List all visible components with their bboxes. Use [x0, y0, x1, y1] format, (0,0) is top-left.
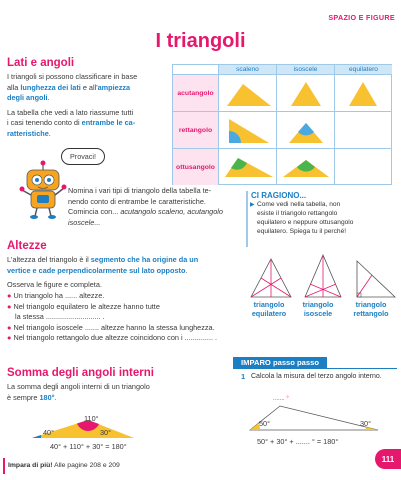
altezze-bullet-list: [7, 291, 247, 344]
angle-label-30: 30°: [360, 419, 372, 428]
page-number: 111: [375, 449, 401, 469]
triangle-arrow-icon: ▶: [250, 202, 255, 208]
heading-somma: Somma degli angoli interni: [7, 367, 154, 379]
exercise-text: Nomina i vari tipi di triangolo della tabella te- nendo conto di entrambe le caratteristiche. Comincia con... acutangolo scaleno, acutangolo isoscele...: [68, 186, 223, 227]
imparo-equation: 50° + 30° + ....... ° = 180°: [257, 437, 339, 446]
caption-rettangolo: triangolo rettangolo: [353, 300, 389, 318]
angle-label-left: 40°: [43, 428, 55, 437]
ci-ragiono-text: Come vedi nella tabella, non esiste il triangolo rettangolo equilatero e neppure ottusangolo equilatero. Spiega tu il perché!: [257, 201, 354, 235]
right-heights-figure: [357, 261, 395, 297]
angle-label-right: 30°: [100, 428, 112, 437]
heading-altezze: Altezze: [7, 240, 47, 252]
robot-mascot-icon: [18, 160, 68, 220]
row-header-acutangolo: acutangolo: [173, 75, 219, 112]
altezze-definition: L'altezza del triangolo è il segmento che ha origine da un vertice e cade perpendicolarmente sul lato opposto.: [7, 255, 199, 275]
triangle-obtuse-scalene: [225, 158, 273, 177]
list-item: la stessa ........................... .: [15, 312, 105, 321]
caption-equilatero: triangolo equilatero: [251, 300, 287, 318]
triangle-right-isosceles: [289, 123, 323, 143]
row-header-rettangolo: rettangolo: [173, 112, 219, 149]
lati-angoli-text: I triangoli si possono classificare in base alla lunghezza dei lati e all'ampiezza degli angoli. La tabella che vedi a lato riassume tutti i casi tenendo conto di entrambe le ca- ratteristiche.: [7, 72, 138, 138]
list-item: ● Nel triangolo equilatero le altezze hanno tutte: [7, 301, 160, 311]
section-tag: SPAZIO E FIGURE: [328, 13, 395, 22]
page-title: I triangoli: [155, 30, 246, 52]
footer-rule: [3, 458, 5, 474]
imparo-passo-passo-tab: IMPARO passo passo: [233, 357, 327, 368]
col-header-isoscele: isoscele: [277, 65, 335, 75]
angle-label-top: 110°: [84, 414, 99, 423]
caption-isoscele: triangolo isoscele: [302, 300, 334, 318]
triangle-obtuse-isosceles: [283, 160, 329, 177]
heading-lati-angoli: Lati e angoli: [7, 57, 75, 69]
col-header-equilatero: equilatero: [335, 65, 392, 75]
ci-ragiono-title: CI RAGIONO...: [251, 191, 307, 200]
table-triangles: [173, 65, 393, 186]
somma-equation: 40° + 110° + 30° = 180°: [50, 442, 127, 451]
angle-label-unknown: ....... °: [273, 396, 289, 402]
speech-bubble: Provaci!: [61, 148, 105, 165]
angle-label-50: 50°: [259, 419, 271, 428]
isosceles-heights-figure: [305, 255, 341, 297]
list-item: ● Un triangolo ha ...... altezze.: [7, 291, 105, 300]
imparo-instruction: Calcola la misura del terzo angolo interno.: [251, 373, 382, 380]
altezze-instruction: Osserva le figure e completa.: [7, 280, 102, 289]
altezze-figures: [245, 253, 399, 299]
footer-reference: Impara di più! Alle pagine 208 e 209: [8, 462, 120, 469]
triangle-equilateral: [349, 82, 377, 106]
triangle-acute-scalene: [227, 84, 271, 106]
triangle-right-scalene: [229, 119, 269, 143]
imparo-divider: [233, 368, 397, 369]
triangle-classification-table: [172, 64, 392, 185]
equilateral-heights-figure: [251, 259, 291, 297]
col-header-scaleno: scaleno: [219, 65, 277, 75]
list-item: ● Nel triangolo isoscele ....... altezze hanno la stessa lunghezza.: [7, 322, 215, 332]
row-header-ottusangolo: ottusangolo: [173, 149, 219, 185]
triangle-acute-isosceles: [291, 82, 321, 106]
list-item: ● Nel triangolo rettangolo due altezze coincidono con i .............. .: [7, 333, 218, 342]
somma-text: La somma degli angoli interni di un triangolo è sempre 180°.: [7, 382, 150, 402]
imparo-item-number: 1: [241, 372, 246, 381]
